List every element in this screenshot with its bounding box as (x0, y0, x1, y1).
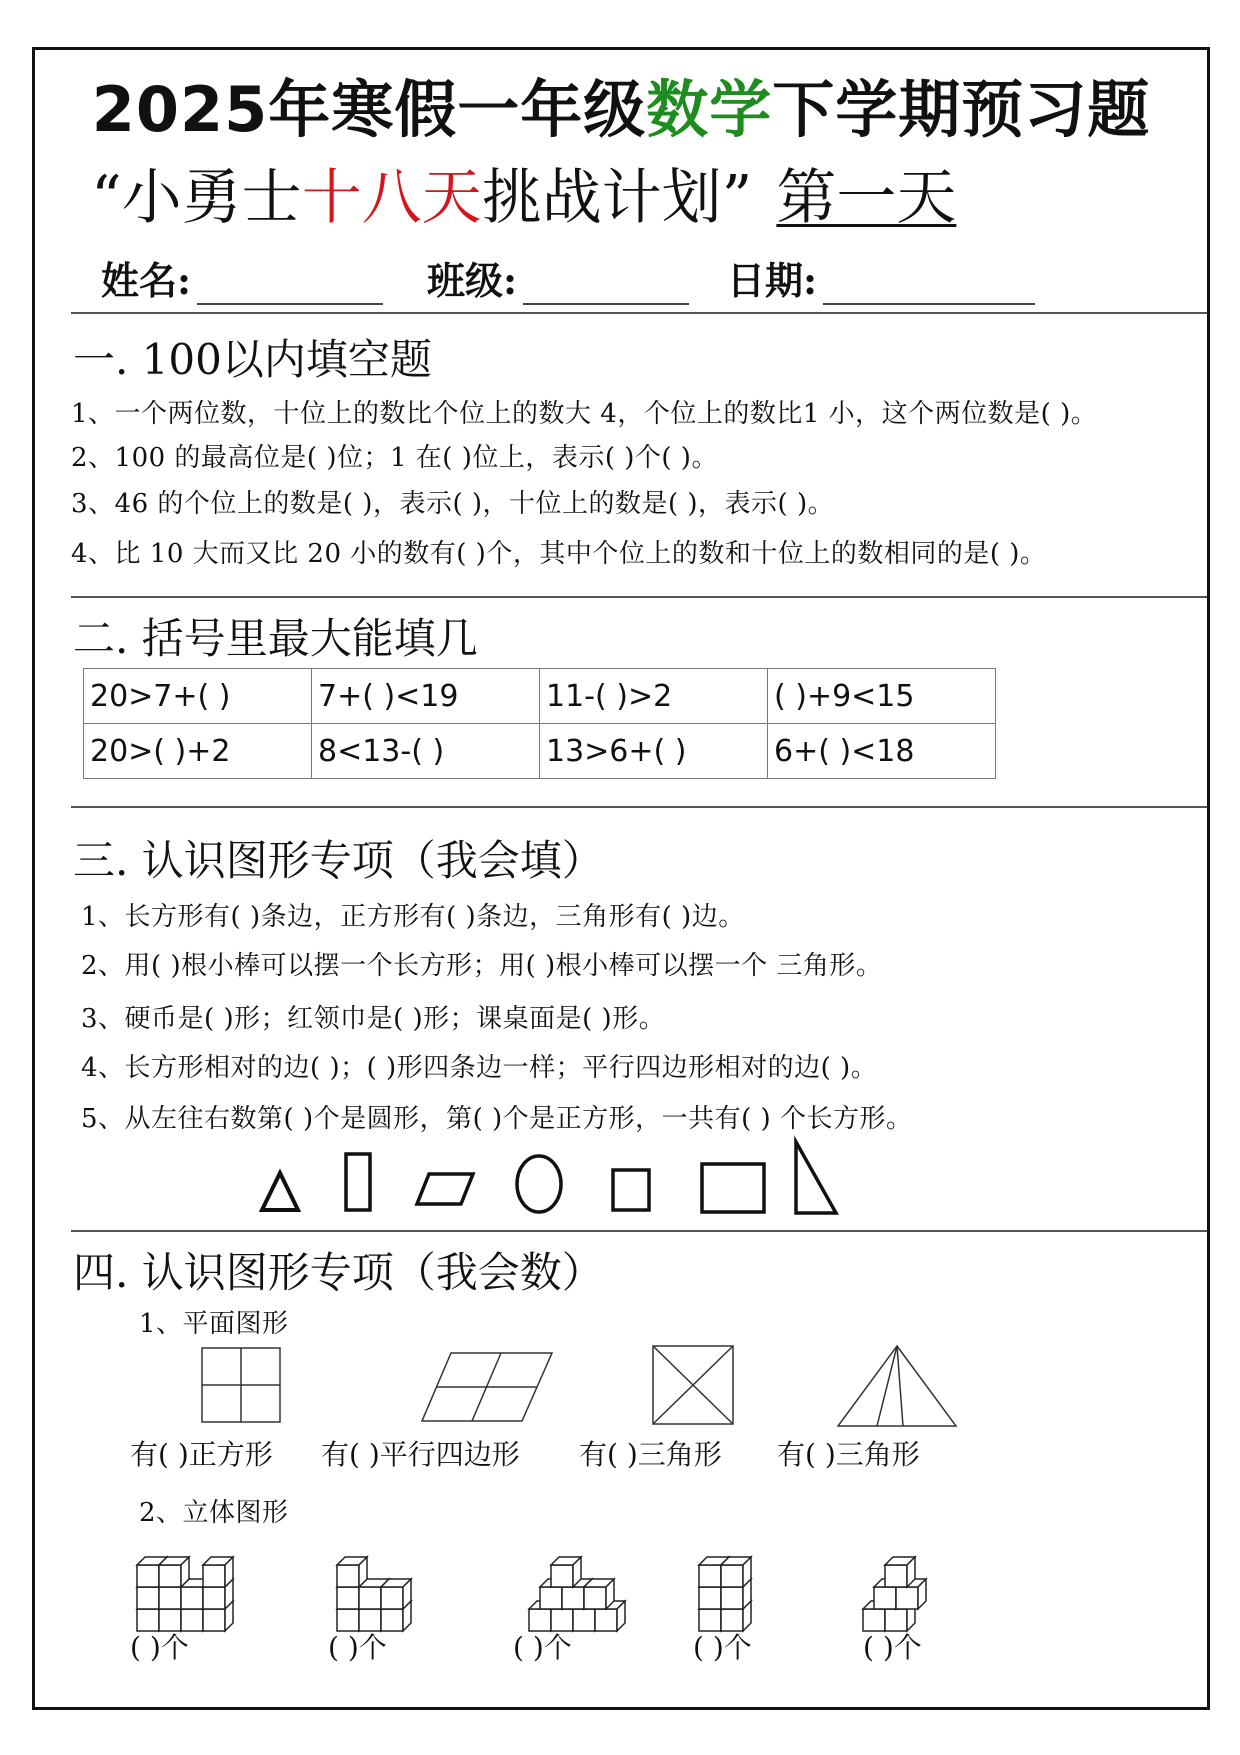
date-field[interactable]: 日期: (727, 250, 1035, 305)
table-row (84, 724, 996, 779)
section3-heading: 三. 认识图形专项（我会填） (73, 836, 604, 885)
section3-question-1: 1、长方形有( )条边，正方形有( )条边，三角形有( )边。 (81, 902, 745, 932)
worksheet-subtitle: “小勇士十八天挑战计划” 第一天 (91, 163, 957, 233)
divider (71, 1230, 1207, 1232)
table-cell: 20>( )+2 (84, 724, 312, 779)
solid-caption-3: ( )个 (513, 1631, 572, 1664)
section1-question-2: 2、100 的最高位是( )位；1 在( )位上，表示( )个( )。 (71, 443, 718, 473)
section4-heading: 四. 认识图形专项（我会数） (73, 1248, 604, 1297)
rectangle-shape (700, 1162, 768, 1214)
crossed-square-figure (652, 1345, 734, 1425)
divider (71, 312, 1207, 314)
parallelogram-shape (415, 1172, 475, 1206)
grid-parallelogram-figure (421, 1352, 553, 1422)
cube (551, 1557, 581, 1587)
section1-heading: 一. 100以内填空题 (73, 335, 432, 384)
plane-caption-4: 有( )三角形 (777, 1438, 920, 1471)
cube (337, 1557, 367, 1587)
circle-shape (513, 1153, 565, 1215)
cube-stack-figure-3 (527, 1540, 627, 1635)
day-label: 第一天 (776, 163, 957, 233)
cube (885, 1557, 915, 1587)
section3-question-3: 3、硬币是( )形；红领巾是( )形；课桌面是( )形。 (81, 1004, 666, 1034)
cube-stack-figure-2 (335, 1540, 435, 1635)
cube (159, 1557, 189, 1587)
split-triangle-figure (837, 1345, 957, 1427)
table-cell: 11-( )>2 (540, 669, 768, 724)
cube (203, 1557, 233, 1587)
cube (721, 1557, 751, 1587)
solid-caption-1: ( )个 (130, 1631, 189, 1664)
worksheet-title: 2025年寒假一年级数学下学期预习题 (91, 73, 1151, 146)
solid-figures-label: 2、立体图形 (139, 1498, 289, 1528)
cube-stack-figure-1 (135, 1540, 245, 1635)
cube (381, 1579, 411, 1609)
section2-heading: 二. 括号里最大能填几 (73, 614, 478, 663)
solid-caption-4: ( )个 (693, 1631, 752, 1664)
divider (71, 596, 1207, 598)
cube-stack-figure-4 (697, 1540, 777, 1635)
divider (71, 806, 1207, 808)
section3-question-4: 4、长方形相对的边( )；( )形四条边一样；平行四边形相对的边( )。 (81, 1053, 878, 1083)
table-cell: 13>6+( ) (540, 724, 768, 779)
solid-caption-5: ( )个 (863, 1631, 922, 1664)
section1-question-1: 1、一个两位数，十位上的数比个位上的数大 4，个位上的数比1 小，这个两位数是( )。 (71, 399, 1098, 429)
plane-caption-1: 有( )正方形 (130, 1438, 273, 1471)
square-shape (611, 1168, 653, 1212)
cube (584, 1579, 614, 1609)
right-triangle-shape (793, 1140, 839, 1216)
class-field[interactable]: 班级: (427, 250, 689, 305)
section1-question-3: 3、46 的个位上的数是( )，表示( )，十位上的数是( )，表示( )。 (71, 489, 835, 519)
table-cell: 6+( )<18 (768, 724, 996, 779)
plane-caption-2: 有( )平行四边形 (321, 1438, 520, 1471)
triangle-shape (260, 1170, 300, 1212)
section3-question-2: 2、用( )根小棒可以摆一个长方形；用( )根小棒可以摆一个 三角形。 (81, 951, 883, 981)
table-cell: ( )+9<15 (768, 669, 996, 724)
inequality-table (83, 668, 996, 779)
solid-caption-2: ( )个 (328, 1631, 387, 1664)
table-cell: 20>7+( ) (84, 669, 312, 724)
worksheet (32, 47, 1210, 1710)
name-field[interactable]: 姓名: (101, 250, 383, 305)
section1-question-4: 4、比 10 大而又比 20 小的数有( )个，其中个位上的数和十位上的数相同的是( )。 (71, 539, 1047, 569)
table-row (84, 669, 996, 724)
rectangle-shape (344, 1152, 374, 1212)
table-cell: 7+( )<19 (312, 669, 540, 724)
table-cell: 8<13-( ) (312, 724, 540, 779)
cube-stack-figure-5 (861, 1540, 941, 1635)
section3-question-5: 5、从左往右数第( )个是圆形，第( )个是正方形，一共有( ) 个长方形。 (81, 1104, 913, 1134)
plane-figures-label: 1、平面图形 (139, 1309, 289, 1339)
grid-square-figure (201, 1347, 281, 1423)
plane-caption-3: 有( )三角形 (579, 1438, 722, 1471)
